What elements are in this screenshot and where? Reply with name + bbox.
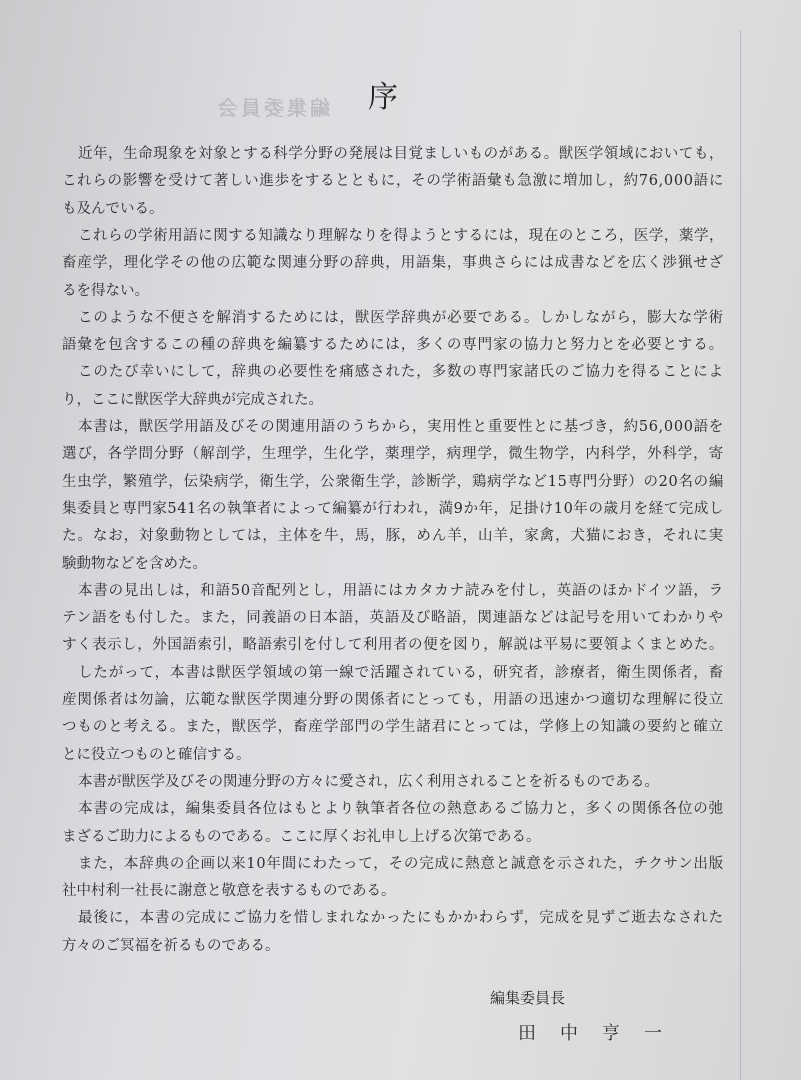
bleed-through-text: 編集委員会	[215, 96, 330, 120]
text-line: つものと考える。また，獣医学，畜産学部門の学生諸君にとっては，学修上の知識の要約と確立	[62, 719, 724, 735]
text-line: このような不便さを解消するためには，獣医学辞典が必要である。しかしながら，膨大な学術	[78, 310, 724, 326]
page-title: 序	[368, 80, 398, 115]
text-line: まざるご助力によるものである。ここに厚くお礼申し上げる次第である。	[62, 829, 541, 845]
text-line: 畜産学，理化学その他の広範な関連分野の辞典，用語集，事典さらには成書などを広く渉猟せざ	[62, 255, 724, 271]
text-line: また，本辞典の企画以来10年間にわたって，その完成に熱意と誠意を示された，チクサン出版	[78, 856, 725, 872]
text-line: これらの影響を受けて著しい進歩をするとともに，その学術語彙も急激に増加し，約76,000語に	[62, 173, 725, 189]
signature-role: 編集委員長	[490, 989, 566, 1007]
text-line: とに役立つものと確信する。	[62, 747, 251, 763]
text-line: 近年，生命現象を対象とする科学分野の発展は目覚ましいものがある。獣医学領域においても，	[78, 146, 724, 162]
text-line: したがって，本書は獣医学領域の第一線で活躍されている，研究者，診療者，衛生関係者，畜	[78, 665, 725, 681]
text-line: 語彙を包含するこの種の辞典を編纂するためには，多くの専門家の協力と努力とを必要とする。	[62, 337, 724, 353]
text-line: 本書の完成は，編集委員各位はもとより執筆者各位の熱意あるご協力と，多くの関係各位の弛	[78, 801, 724, 817]
text-line: り，ここに獣医学大辞典が完成された。	[62, 392, 323, 408]
text-line: 社中村利一社長に謝意と敬意を表するものである。	[62, 883, 396, 899]
text-line: 集委員と専門家541名の執筆者によって編纂が行われ，満9か年，足掛け10年の歳月を経て完成し	[62, 501, 724, 517]
text-line: 験動物などを含めた。	[62, 556, 207, 572]
text-line: このたび幸いにして，辞典の必要性を痛感された，多数の専門家諸氏のご協力を得ることによ	[78, 364, 725, 380]
text-line: 産関係者は勿論，広範な獣医学関連分野の関係者にとっても，用語の迅速かつ適切な理解に役立	[62, 692, 724, 708]
text-line: 方々のご冥福を祈るものである。	[62, 938, 280, 954]
signature-name: 田中亨一	[518, 1023, 686, 1044]
page-edge	[740, 30, 741, 1080]
text-line: すく表示し，外国語索引，略語索引を付して利用者の便を図り，解説は平易に要領よくまとめた。	[62, 637, 724, 653]
text-line: テン語をも付した。また，同義語の日本語，英語及び略語，関連語などは記号を用いてわかりや	[62, 610, 724, 626]
text-line: 選び，各学問分野（解剖学，生理学，生化学，薬理学，病理学，微生物学，内科学，外科学，寄	[62, 446, 725, 462]
text-line: も及んでいる。	[62, 201, 164, 217]
text-line: これらの学術用語に関する知識なり理解なりを得ようとするには，現在のところ，医学，薬学，	[78, 228, 724, 244]
text-line: た。なお，対象動物としては，主体を牛，馬，豚，めん羊，山羊，家禽，犬猫におき，それに実	[62, 528, 725, 544]
text-line: るを得ない。	[62, 283, 149, 299]
text-line: 本書が獣医学及びその関連分野の方々に愛され，広く利用されることを祈るものである。	[78, 774, 659, 790]
text-line: 生虫学，繁殖学，伝染病学，衛生学，公衆衛生学，診断学，鶏病学など15専門分野）の20名の編	[62, 474, 724, 490]
text-line: 本書は，獣医学用語及びその関連用語のうちから，実用性と重要性とに基づき，約56,000語を	[78, 419, 724, 435]
text-line: 最後に，本書の完成にご協力を惜しまれなかったにもかかわらず，完成を見ずご逝去なされた	[78, 910, 724, 926]
text-line: 本書の見出しは，和語50音配列とし，用語にはカタカナ読みを付し，英語のほかドイツ語，ラ	[78, 583, 724, 599]
